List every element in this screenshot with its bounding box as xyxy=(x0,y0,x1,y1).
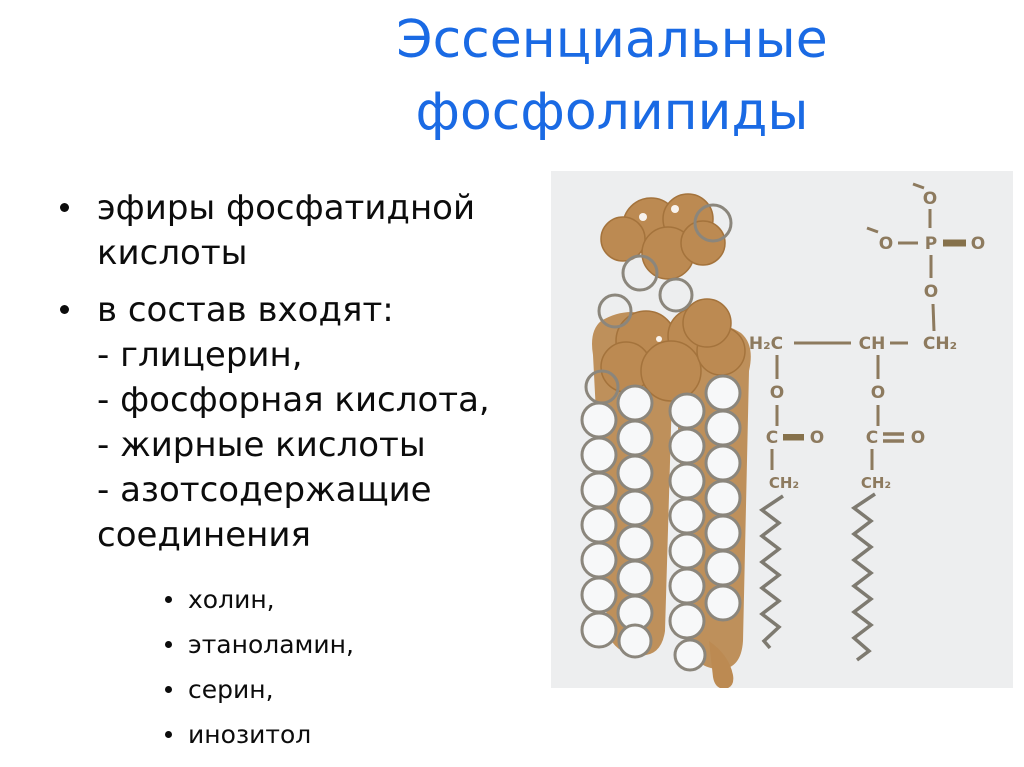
atom-label-o-right: O xyxy=(970,234,986,254)
slide-title xyxy=(200,4,1024,148)
bullet-line: в состав входят: xyxy=(97,290,394,330)
bullet-dot xyxy=(60,305,69,314)
bullet-dot xyxy=(165,596,172,603)
structural-formula xyxy=(762,184,966,660)
bullet-line: - фосфорная кислота, xyxy=(97,380,490,420)
atom-label-o-carbonyl-left: O xyxy=(809,428,825,448)
atom-label-o-phosphate-bottom: O xyxy=(923,282,939,302)
atom-label-ch: CH xyxy=(858,334,886,354)
sub-bullet-item xyxy=(163,584,548,615)
bullet-line: - жирные кислоты xyxy=(97,425,426,465)
atom-label-p: P xyxy=(924,234,938,254)
sub-bullet-item xyxy=(163,629,548,660)
bullet-dot xyxy=(60,203,69,212)
slide-title-line1: Эссенциальные xyxy=(396,10,828,70)
sub-bullet-label: этаноламин, xyxy=(188,630,354,659)
atom-labels xyxy=(749,189,985,492)
atom-label-ch2-left: CH₂ xyxy=(768,474,800,492)
atom-label-o-carbonyl-right: O xyxy=(910,428,926,448)
bullet-line: - глицерин, xyxy=(97,335,303,375)
atom-label-c-right: C xyxy=(865,428,879,448)
bullet-dot xyxy=(165,731,172,738)
sub-bullet-label: серин, xyxy=(188,675,274,704)
atom-label-c-left: C xyxy=(765,428,779,448)
atom-label-h2c: H₂C xyxy=(748,334,784,354)
bullet-item-composition xyxy=(58,288,548,558)
bullet-line: соединения xyxy=(97,515,311,555)
atom-label-ch2-top: CH₂ xyxy=(922,334,958,354)
sub-bullet-label: инозитол xyxy=(188,720,312,749)
slide-title-line2: фосфолипиды xyxy=(415,82,809,142)
sub-bullet-item xyxy=(163,674,548,705)
bullet-dot xyxy=(165,686,172,693)
atom-label-o-ester-left: O xyxy=(769,383,785,403)
atom-label-o-ester-right: O xyxy=(870,383,886,403)
bullet-line: - азотсодержащие xyxy=(97,470,432,510)
bullet-list xyxy=(58,186,548,764)
bullet-line: кислоты xyxy=(97,233,248,273)
atom-label-ch2-right: CH₂ xyxy=(860,474,892,492)
sub-bullet-list xyxy=(163,584,548,750)
atom-label-o-top: O xyxy=(922,189,938,209)
atom-label-o-left: O xyxy=(878,234,894,254)
phospholipid-diagram-image xyxy=(551,171,1013,688)
sub-bullet-label: холин, xyxy=(188,585,275,614)
sub-bullet-item xyxy=(163,719,548,750)
bullet-item-esters xyxy=(58,186,548,276)
bullet-line: эфиры фосфатидной xyxy=(97,188,476,228)
bullet-dot xyxy=(165,641,172,648)
spacefill-model xyxy=(582,194,751,688)
